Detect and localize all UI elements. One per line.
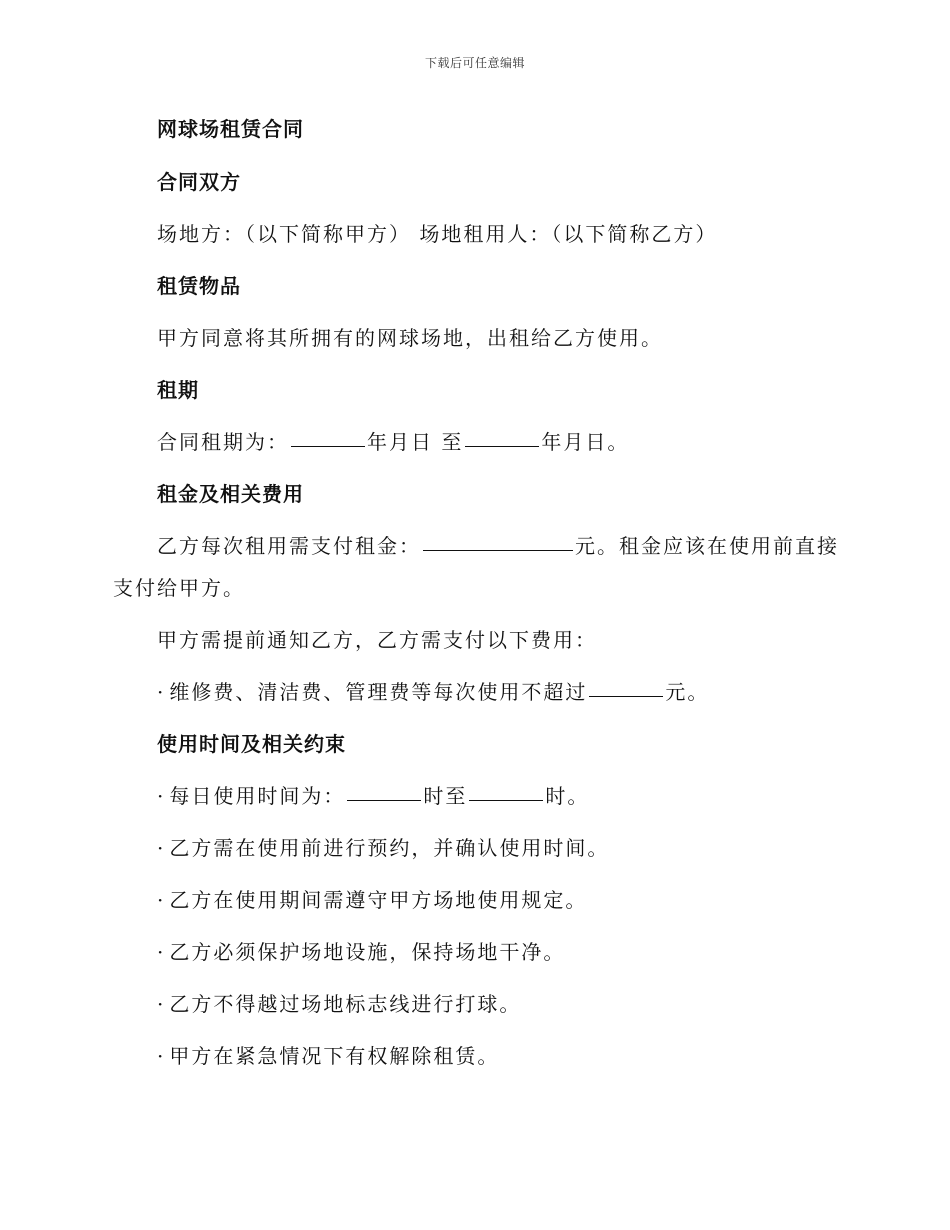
term-suffix: 年月日。 [541,430,630,454]
term-mid: 年月日 至 [367,430,464,454]
bullet-dot: · [157,888,166,912]
usage-bullet-3-text: 乙方在使用期间需遵守甲方场地使用规定。 [169,888,588,912]
section-heading-usage: 使用时间及相关约束 [157,732,346,756]
fees-bullet-1-prefix: 维修费、清洁费、管理费等每次使用不超过 [169,680,588,704]
end-hour-blank [469,799,543,801]
goods-text: 甲方同意将其所拥有的网球场地，出租给乙方使用。 [157,326,663,350]
term-prefix: 合同租期为： [157,430,289,454]
page-header: 下载后可任意编辑 [424,56,525,70]
usage-bullet-2-text: 乙方需在使用前进行预约，并确认使用时间。 [169,836,610,860]
usage-bullet-6 [157,1040,499,1069]
usage-bullet-3 [157,884,587,913]
term-end-blank [465,445,539,447]
section-heading-parties: 合同双方 [157,170,241,194]
bullet-dot: · [157,992,166,1016]
fees-bullet-1 [157,676,709,705]
usage-bullet-5-text: 乙方不得越过场地标志线进行打球。 [169,992,522,1016]
usage-bullet-1-mid: 时至 [423,784,468,808]
document-title: 网球场租赁合同 [157,117,304,141]
usage-bullet-2 [157,832,609,861]
usage-bullet-6-text: 甲方在紧急情况下有权解除租赁。 [169,1044,500,1068]
fees-line2: 甲方需提前通知乙方，乙方需支付以下费用： [157,628,597,652]
section-heading-term: 租期 [157,378,199,402]
rent-amount-blank [423,549,573,551]
usage-bullet-1-suffix: 时。 [545,784,590,808]
bullet-dot: · [157,1044,166,1068]
fees-line1 [157,530,839,559]
usage-bullet-5 [157,988,521,1017]
bullet-dot: · [157,680,166,704]
bullet-dot: · [157,784,166,808]
bullet-dot: · [157,836,166,860]
usage-bullet-1-prefix: 每日使用时间为： [169,784,346,808]
bullet-dot: · [157,940,166,964]
start-hour-blank [347,799,421,801]
usage-bullet-4-text: 乙方必须保护场地设施，保持场地干净。 [169,940,566,964]
fees-bullet-1-suffix: 元。 [665,680,710,704]
term-start-blank [291,445,365,447]
section-heading-goods: 租赁物品 [157,274,241,298]
fee-limit-blank [589,695,663,697]
usage-bullet-1 [157,780,589,809]
usage-bullet-4 [157,936,565,965]
term-text [157,426,629,455]
section-heading-fees: 租金及相关费用 [157,482,304,506]
fees-line1-continuation: 支付给甲方。 [113,576,245,600]
parties-text: 场地方：（以下简称甲方） 场地租用人：（以下简称乙方） [157,222,718,246]
fees-line1-prefix: 乙方每次租用需支付租金： [157,534,421,558]
fees-line1-suffix: 元。租金应该在使用前直接 [575,534,839,558]
